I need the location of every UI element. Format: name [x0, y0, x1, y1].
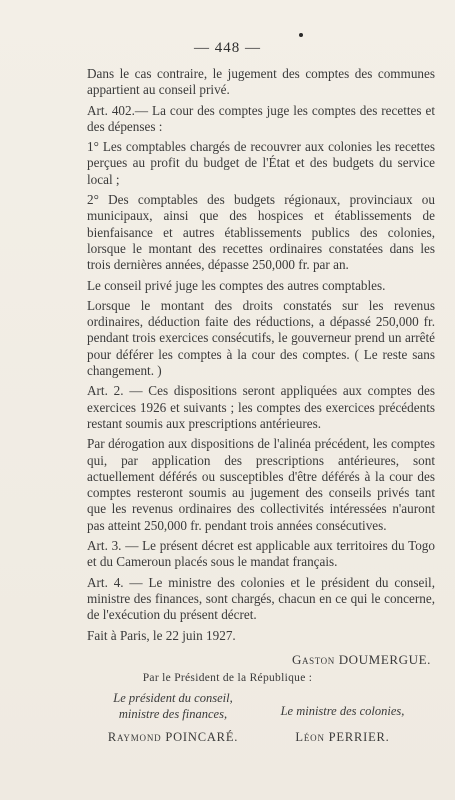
- left-signatory-name: Raymond POINCARÉ.: [107, 730, 239, 744]
- date-line: Fait à Paris, le 22 juin 1927.: [87, 627, 236, 643]
- by-line: Par le Président de la République :: [142, 672, 313, 684]
- right-signatory-name: Léon PERRIER.: [295, 730, 390, 744]
- ink-dot: [299, 33, 303, 37]
- paragraph: Art. 3. — Le présent décret est applicable aux territoires du Togo et du Cameroun placés sous le mandat français.: [87, 538, 435, 570]
- document-body: [87, 66, 435, 648]
- left-title-line-2: ministre des finances,: [118, 707, 228, 721]
- paragraph: 2° Des comptables des budgets régionaux, provinciaux ou municipaux, ainsi que des hospices et établissements de bienfaisance et autres établissements publics des colonies, lorsque le montant des recettes ordinaires constatées dans les trois dernières années, dépasse 250,000 fr. par an.: [87, 192, 435, 273]
- left-signatory-title: [93, 690, 253, 722]
- paragraph: Le conseil privé juge les comptes des autres comptables.: [87, 277, 386, 293]
- paragraph: Art. 402.— La cour des comptes juge les comptes des recettes et des dépenses :: [87, 102, 435, 134]
- paragraph: Lorsque le montant des droits constatés sur les revenus ordinaires, déduction faite des réductions, a dépassé 250,000 fr. pendant trois exercices consécutifs, le gouverneur prend un arrêté pour déférer les comptes à la cour des comptes. ( Le reste sans changement. ): [87, 297, 435, 379]
- signatory-name: Gaston DOUMERGUE.: [292, 652, 431, 667]
- left-title-line-1: Le président du conseil,: [113, 691, 233, 705]
- paragraph: Par dérogation aux dispositions de l'alinéa précédent, les comptes qui, par application des prescriptions antérieures, sont actuellement déférés ou susceptibles d'être déférés à la cour des comptes resteront soumis au jugement des conseils privés tant que les revenus ordinaires des collectivités intéressées n'auront pas atteint 250,000 fr. pendant trois années consécutives.: [87, 436, 435, 533]
- paragraph: Dans le cas contraire, le jugement des comptes des communes appartient au conseil privé.: [87, 66, 435, 98]
- page-number: — 448 —: [194, 40, 261, 56]
- paragraph: Art. 4. — Le ministre des colonies et le président du conseil, ministre des finances, sont chargés, chacun en ce qui le concerne, de l'exécution du présent décret.: [87, 574, 435, 623]
- paragraph: Art. 2. — Ces dispositions seront appliquées aux comptes des exercices 1926 et suivants ; les comptes des exercices précédents restant soumis aux prescriptions antérieures.: [87, 383, 435, 431]
- paragraph: 1° Les comptables chargés de recouvrer aux colonies les recettes perçues au profit du budget de l'État et des budgets du service local ;: [87, 139, 435, 187]
- right-signatory-title: Le ministre des colonies,: [280, 704, 405, 718]
